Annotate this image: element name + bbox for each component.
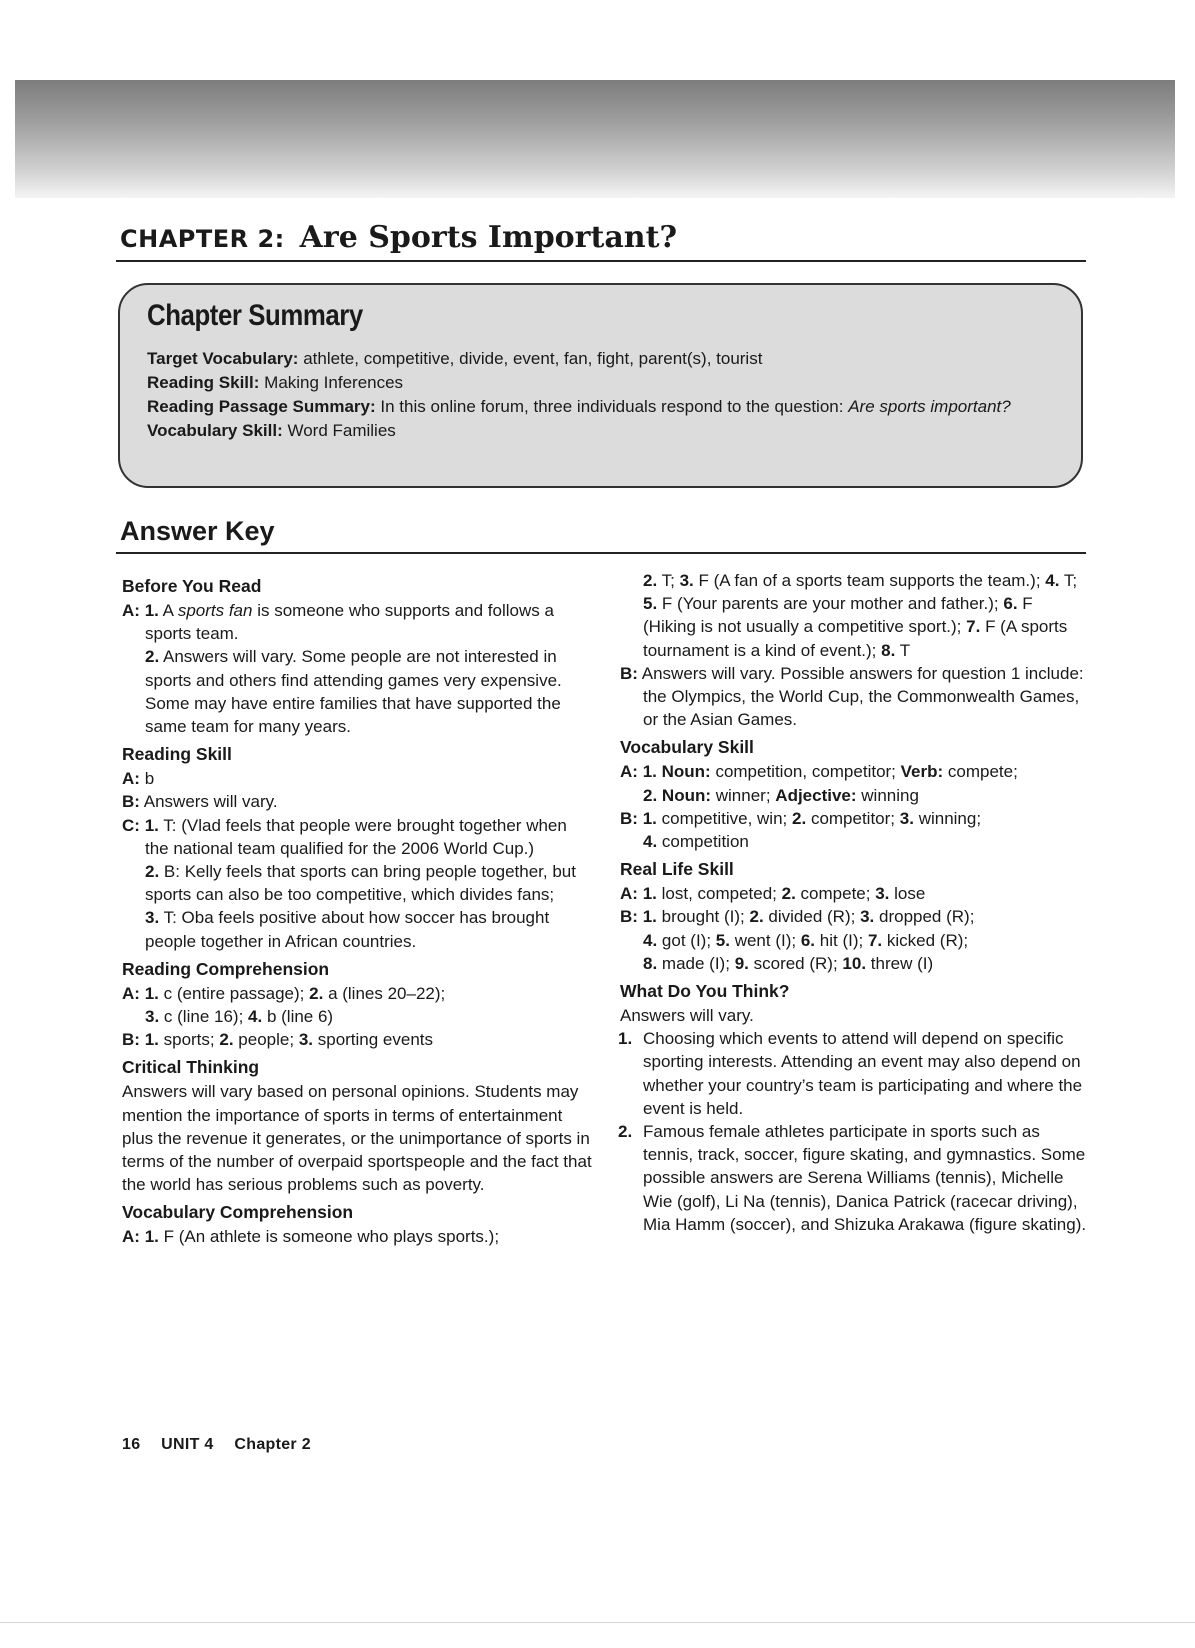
section-heading: Vocabulary Comprehension: [122, 1202, 354, 1223]
section-heading: Real Life Skill: [620, 859, 734, 880]
answer-item: 3. c (line 16); 4. b (line 6): [145, 1007, 334, 1027]
footer-chapter: Chapter 2: [234, 1436, 311, 1453]
label: Reading Skill:: [147, 373, 260, 392]
label: Target Vocabulary:: [147, 349, 299, 368]
answer-item: 1. Choosing which events to attend will depend on specific sporting interests. Attending an event may also depend on whether your country’s team is participating and where the event is held.: [618, 1029, 1083, 1118]
section-heading: Reading Comprehension: [122, 958, 330, 979]
answer-item: C: 1. T: (Vlad feels that people were brought together when the national team qualified for the 2006 World Cup.): [122, 815, 567, 858]
left-column: [122, 570, 592, 1249]
answer-item: 4. got (I); 5. went (I); 6. hit (I); 7. kicked (R);: [643, 930, 969, 950]
section-heading: What Do You Think?: [620, 981, 790, 1002]
answer-item: A: b: [122, 769, 155, 789]
value: athlete, competitive, divide, event, fan, fight, parent(s), tourist: [303, 349, 763, 368]
chapter-name: Are Sports Important?: [299, 220, 678, 255]
answer-item: A: 1. F (An athlete is someone who plays sports.);: [122, 1227, 500, 1247]
section-heading: Critical Thinking: [122, 1057, 260, 1078]
answer-item: 3. T: Oba feels positive about how soccer has brought people together in African countries.: [145, 908, 550, 951]
section-heading: Before You Read: [122, 576, 262, 596]
answer-item: B: 1. competitive, win; 2. competitor; 3. winning;: [620, 808, 982, 828]
answer-key-heading: Answer Key: [120, 516, 275, 546]
answer-item: A: 1. lost, competed; 2. compete; 3. lose: [620, 884, 926, 904]
target-vocabulary: [147, 347, 1055, 371]
answer-item: B: 1. brought (I); 2. divided (R); 3. dropped (R);: [620, 907, 975, 927]
vocabulary-skill-summary: [147, 419, 1055, 443]
chapter-summary-box: [118, 283, 1083, 488]
answer-item: B: Answers will vary.: [122, 792, 278, 812]
reading-passage-summary: [147, 395, 1055, 419]
answer-item: Answers will vary.: [620, 1006, 754, 1026]
answer-item: 2. Answers will vary. Some people are not interested in sports and others find attending games very expensive. Some may have entire families that have supported the same team for many years.: [145, 647, 562, 737]
title-rule: [116, 260, 1086, 262]
value: Word Families: [287, 421, 396, 440]
value: Making Inferences: [264, 373, 404, 392]
answer-item: Answers will vary based on personal opinions. Students may mention the importance of sports in terms of entertainment plus the revenue it generates, or the unimportance of sports in terms of the number of overpaid sportspeople and the fact that the world has serious problems such as poverty.: [122, 1082, 592, 1195]
page-edge: [0, 1622, 1195, 1623]
reading-skill-summary: [147, 371, 1055, 395]
answer-key-rule: [116, 552, 1086, 554]
page-number: 16: [122, 1436, 141, 1453]
section-heading: Reading Skill: [122, 744, 232, 765]
answer-item: 8. made (I); 9. scored (R); 10. threw (I): [643, 953, 934, 973]
chapter-title: [120, 218, 677, 255]
chapter-label: CHAPTER 2:: [120, 225, 285, 253]
summary-heading: Chapter Summary: [147, 299, 363, 332]
section-heading: Vocabulary Skill: [620, 737, 754, 758]
answer-item: 2. Noun: winner; Adjective: winning: [643, 785, 919, 805]
answer-item: B: Answers will vary. Possible answers for question 1 include: the Olympics, the World Cup, the Commonwealth Games, or the Asian Games.: [620, 663, 1084, 730]
answer-item: A: 1. Noun: competition, competitor; Verb: compete;: [620, 762, 1018, 782]
answer-item: 2. Famous female athletes participate in sports such as tennis, track, soccer, figure skating, and gymnastics. Some possible answers are Serena Williams (tennis), Michelle Wie (golf), Li Na (tennis), Danica Patrick (racecar driving), Mia Hamm (soccer), and Shizuka Arakawa (figure skating).: [618, 1122, 1087, 1234]
page-footer: [122, 1436, 327, 1454]
label: Vocabulary Skill:: [147, 421, 283, 440]
answer-item: A: 1. A sports fan is someone who supports and follows a sports team.: [122, 601, 554, 644]
answer-item: 2. B: Kelly feels that sports can bring people together, but sports can also be too competitive, which divides fans;: [145, 862, 576, 905]
answer-item: B: 1. sports; 2. people; 3. sporting events: [122, 1030, 434, 1050]
answer-item: 2. T; 3. F (A fan of a sports team supports the team.); 4. T; 5. F (Your parents are your mother and father.); 6. F (Hiking is not usually a competitive sport.); 7. F (A sports tournament is a kind of event.); 8. T: [643, 571, 1078, 660]
question: Are sports important?: [848, 397, 1011, 416]
right-column: [620, 570, 1090, 1236]
answer-item: A: 1. c (entire passage); 2. a (lines 20–22);: [122, 983, 446, 1003]
footer-unit: UNIT 4: [161, 1436, 214, 1453]
value: In this online forum, three individuals respond to the question:: [380, 397, 844, 416]
answer-item: 4. competition: [643, 832, 749, 852]
label: Reading Passage Summary:: [147, 397, 376, 416]
header-banner: [15, 80, 1175, 198]
